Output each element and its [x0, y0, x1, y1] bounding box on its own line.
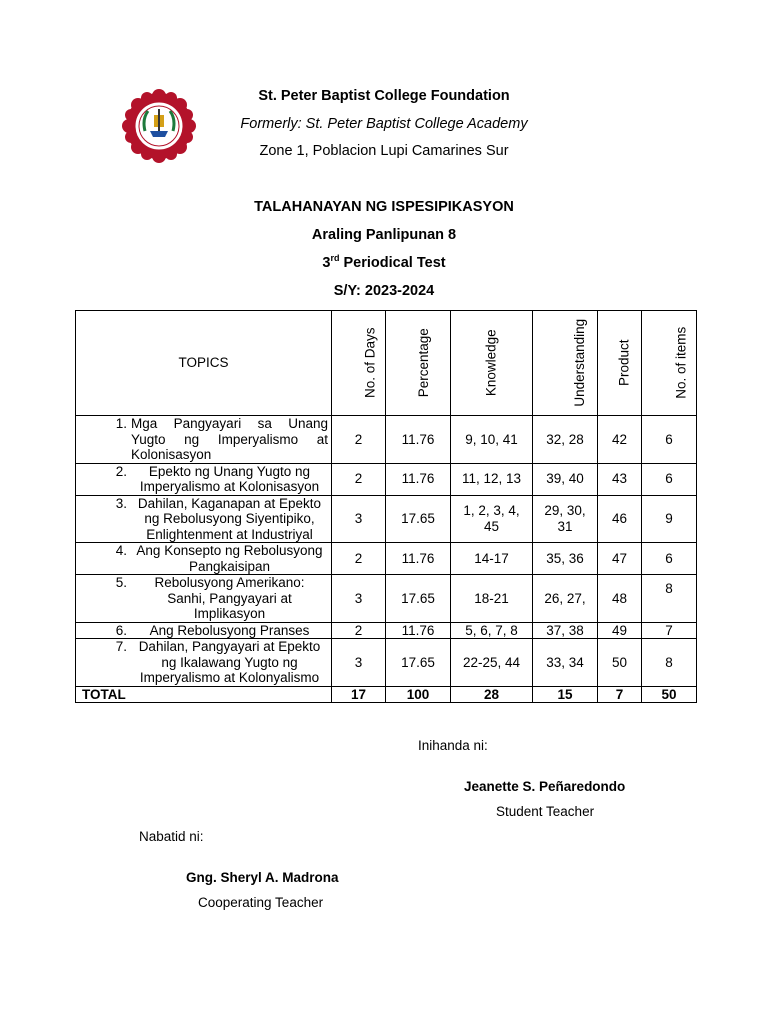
percentage-cell: 11.76	[386, 416, 451, 464]
header-days: No. of Days	[332, 311, 386, 416]
days-cell: 2	[332, 543, 386, 575]
prepared-by-label: Inihanda ni:	[418, 738, 488, 753]
table-row	[76, 463, 697, 495]
school-address: Zone 1, Poblacion Lupi Camarines Sur	[259, 143, 509, 159]
header-items: No. of items	[642, 311, 697, 416]
product-cell: 50	[598, 639, 642, 687]
document-title: TALAHANAYAN NG ISPESIPIKASYON	[254, 199, 514, 215]
product-cell: 42	[598, 416, 642, 464]
knowledge-cell: 22-25, 44	[451, 639, 533, 687]
knowledge-cell: 1, 2, 3, 4, 45	[451, 495, 533, 543]
knowledge-cell: 5, 6, 7, 8	[451, 622, 533, 639]
total-items: 50	[642, 686, 697, 702]
items-cell: 6	[642, 543, 697, 575]
product-cell: 43	[598, 463, 642, 495]
knowledge-cell: 9, 10, 41	[451, 416, 533, 464]
items-cell: 8	[642, 639, 697, 687]
table-row	[76, 495, 697, 543]
knowledge-cell: 14-17	[451, 543, 533, 575]
subject-title: Araling Panlipunan 8	[311, 227, 457, 243]
specification-table	[75, 310, 697, 703]
items-cell: 6	[642, 463, 697, 495]
percentage-cell: 11.76	[386, 543, 451, 575]
topic-cell: 7. Dahilan, Pangyayari at Epekto ng Ikalawang Yugto ng Imperyalismo at Kolonyalismo	[76, 639, 332, 687]
percentage-cell: 17.65	[386, 575, 451, 623]
table-row	[76, 416, 697, 464]
understanding-cell: 39, 40	[533, 463, 598, 495]
noted-by-role: Cooperating Teacher	[198, 895, 324, 910]
table-row	[76, 543, 697, 575]
product-cell: 49	[598, 622, 642, 639]
percentage-cell: 17.65	[386, 639, 451, 687]
noted-by-label: Nabatid ni:	[139, 829, 204, 844]
school-name: St. Peter Baptist College Foundation	[258, 88, 510, 104]
topic-cell: 1. Mga Pangyayari sa Unang Yugto ng Imperyalismo at Kolonisasyon	[76, 416, 332, 464]
product-cell: 48	[598, 575, 642, 623]
header-topics: TOPICS	[76, 311, 332, 416]
total-product: 7	[598, 686, 642, 702]
total-knowledge: 28	[451, 686, 533, 702]
topic-cell: 3. Dahilan, Kaganapan at Epekto ng Rebolusyong Siyentipiko, Enlightenment at Industriyal	[76, 495, 332, 543]
items-cell: 6	[642, 416, 697, 464]
days-cell: 3	[332, 495, 386, 543]
table-row	[76, 639, 697, 687]
understanding-cell: 32, 28	[533, 416, 598, 464]
total-understanding: 15	[533, 686, 598, 702]
total-percentage: 100	[386, 686, 451, 702]
noted-by-name: Gng. Sheryl A. Madrona	[186, 870, 339, 885]
total-days: 17	[332, 686, 386, 702]
items-cell: 8	[642, 575, 697, 623]
understanding-cell: 35, 36	[533, 543, 598, 575]
header-product: Product	[598, 311, 642, 416]
table-header-row	[76, 311, 697, 416]
understanding-cell: 29, 30, 31	[533, 495, 598, 543]
product-cell: 47	[598, 543, 642, 575]
topic-cell: 6. Ang Rebolusyong Pranses	[76, 622, 332, 639]
table-row	[76, 575, 697, 623]
items-cell: 7	[642, 622, 697, 639]
former-name: Formerly: St. Peter Baptist College Academy	[240, 116, 528, 132]
items-cell: 9	[642, 495, 697, 543]
percentage-cell: 17.65	[386, 495, 451, 543]
days-cell: 2	[332, 622, 386, 639]
header-percentage: Percentage	[386, 311, 451, 416]
topic-cell: 2. Epekto ng Unang Yugto ng Imperyalismo at Kolonisasyon	[76, 463, 332, 495]
topic-cell: 4. Ang Konsepto ng Rebolusyong Pangkaisipan	[76, 543, 332, 575]
topic-cell: 5. Rebolusyong Amerikano: Sanhi, Pangyayari at Implikasyon	[76, 575, 332, 623]
percentage-cell: 11.76	[386, 463, 451, 495]
days-cell: 3	[332, 639, 386, 687]
days-cell: 3	[332, 575, 386, 623]
knowledge-cell: 11, 12, 13	[451, 463, 533, 495]
understanding-cell: 33, 34	[533, 639, 598, 687]
total-label: TOTAL	[76, 686, 332, 702]
header-knowledge: Knowledge	[451, 311, 533, 416]
knowledge-cell: 18-21	[451, 575, 533, 623]
table-row	[76, 622, 697, 639]
prepared-by-role: Student Teacher	[496, 804, 595, 819]
days-cell: 2	[332, 416, 386, 464]
test-title: 3rd Periodical Test	[322, 253, 446, 271]
total-row	[76, 686, 697, 702]
days-cell: 2	[332, 463, 386, 495]
school-year: S/Y: 2023-2024	[333, 283, 435, 299]
understanding-cell: 37, 38	[533, 622, 598, 639]
percentage-cell: 11.76	[386, 622, 451, 639]
product-cell: 46	[598, 495, 642, 543]
understanding-cell: 26, 27,	[533, 575, 598, 623]
header-understanding: Understanding	[533, 311, 598, 416]
prepared-by-name: Jeanette S. Peñaredondo	[464, 779, 626, 794]
